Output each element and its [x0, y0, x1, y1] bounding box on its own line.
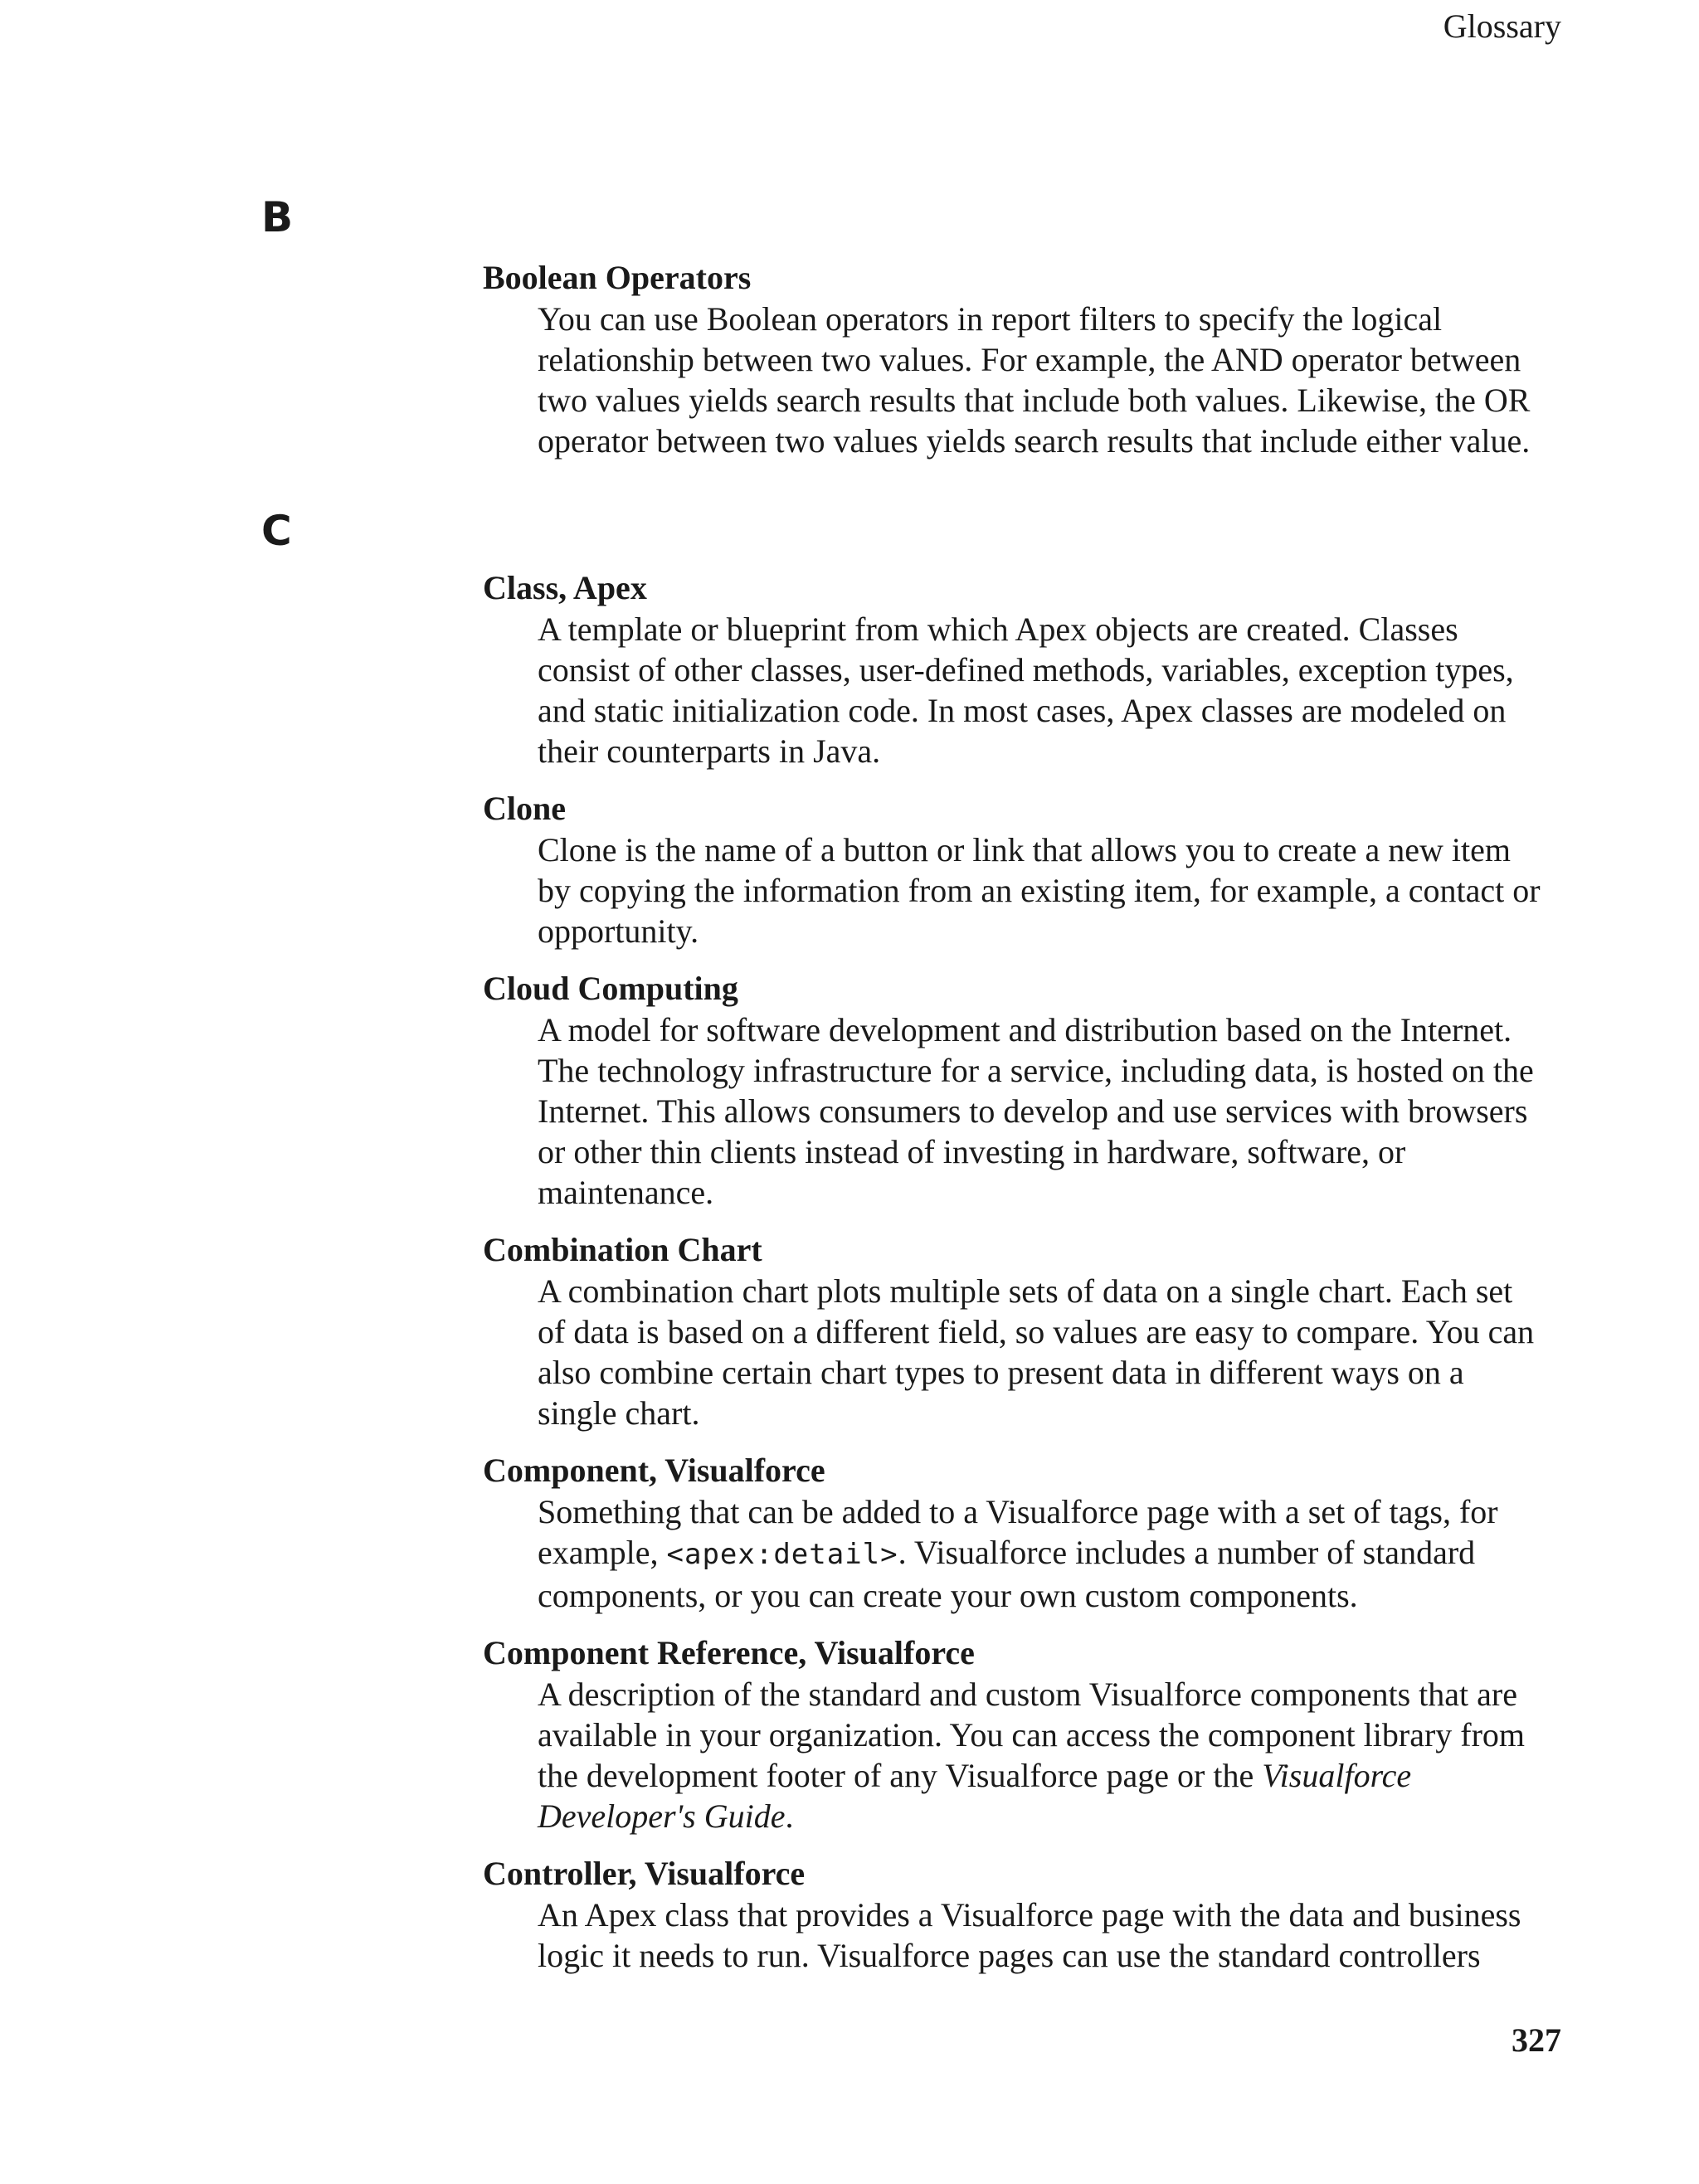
term-heading: Clone: [483, 790, 566, 827]
term-heading: Class, Apex: [483, 569, 647, 606]
section-letter-b: B: [261, 193, 294, 241]
definition-text: Something that can be added to a Visualforce page with a set of tags, for example,: [538, 1493, 1498, 1571]
page-number: 327: [1512, 2021, 1561, 2059]
book-title: Visualforce Developer's Guide: [538, 1757, 1412, 1835]
term-definition: A model for software development and distribution based on the Internet. The technology infrastructure for a service, including data, is hosted on the Internet. This allows consumers to develop and use services with browsers or other thin clients instead of investing in hardware, software, or maintenance.: [538, 1011, 1534, 1211]
term-definition: [538, 1491, 1546, 1616]
term-heading: Component, Visualforce: [483, 1452, 825, 1489]
term-heading: Boolean Operators: [483, 259, 752, 296]
term-definition: A combination chart plots multiple sets of data on a single chart. Each set of data is based on a different field, so values are easy to compare. You can also combine certain chart types to present data in different ways on a single chart.: [538, 1272, 1535, 1432]
term-definition: A template or blueprint from which Apex objects are created. Classes consist of other classes, user-defined methods, variables, exception types, and static initialization code. In most cases, Apex classes are modeled on their counterparts in Java.: [538, 610, 1514, 770]
term-heading: Controller, Visualforce: [483, 1855, 806, 1892]
term-definition: [538, 1674, 1546, 1836]
glossary-entry-clone: [483, 788, 1545, 951]
glossary-entry-controller-visualforce: [483, 1853, 1545, 1976]
section-letter-c: C: [261, 507, 292, 555]
definition-text: .: [785, 1797, 794, 1835]
glossary-entry-component-visualforce: [483, 1450, 1545, 1616]
definition-text: . Visualforce includes a number of standard components, or you can create your own custom components.: [538, 1534, 1476, 1614]
glossary-entry-cloud-computing: [483, 968, 1545, 1213]
term-definition: Clone is the name of a button or link that allows you to create a new item by copying the information from an existing item, for example, a contact or opportunity.: [538, 831, 1541, 950]
term-heading: Combination Chart: [483, 1231, 762, 1268]
glossary-entry-boolean-operators: [483, 257, 1545, 461]
glossary-entry-class-apex: [483, 567, 1545, 771]
term-definition: You can use Boolean operators in report filters to specify the logical relationship between two values. For example, the AND operator between two values yields search results that include both values. Likewise, the OR operator between two values yields search results that include either value.: [538, 300, 1531, 460]
section-c-entries: [483, 567, 1545, 1976]
code-snippet: <apex:detail>: [666, 1538, 898, 1571]
glossary-entry-combination-chart: [483, 1229, 1545, 1433]
term-heading: Component Reference, Visualforce: [483, 1634, 975, 1671]
glossary-entry-component-reference-visualforce: [483, 1632, 1545, 1836]
term-heading: Cloud Computing: [483, 970, 738, 1007]
section-b-entries: [483, 257, 1545, 461]
term-definition: An Apex class that provides a Visualforce page with the data and business logic it needs to run. Visualforce pages can use the standard controllers: [538, 1896, 1521, 1974]
running-header: Glossary: [1443, 7, 1561, 45]
definition-text: A description of the standard and custom Visualforce components that are available in your organization. You can access the component library from the development footer of any Visualforce page or the: [538, 1676, 1526, 1794]
